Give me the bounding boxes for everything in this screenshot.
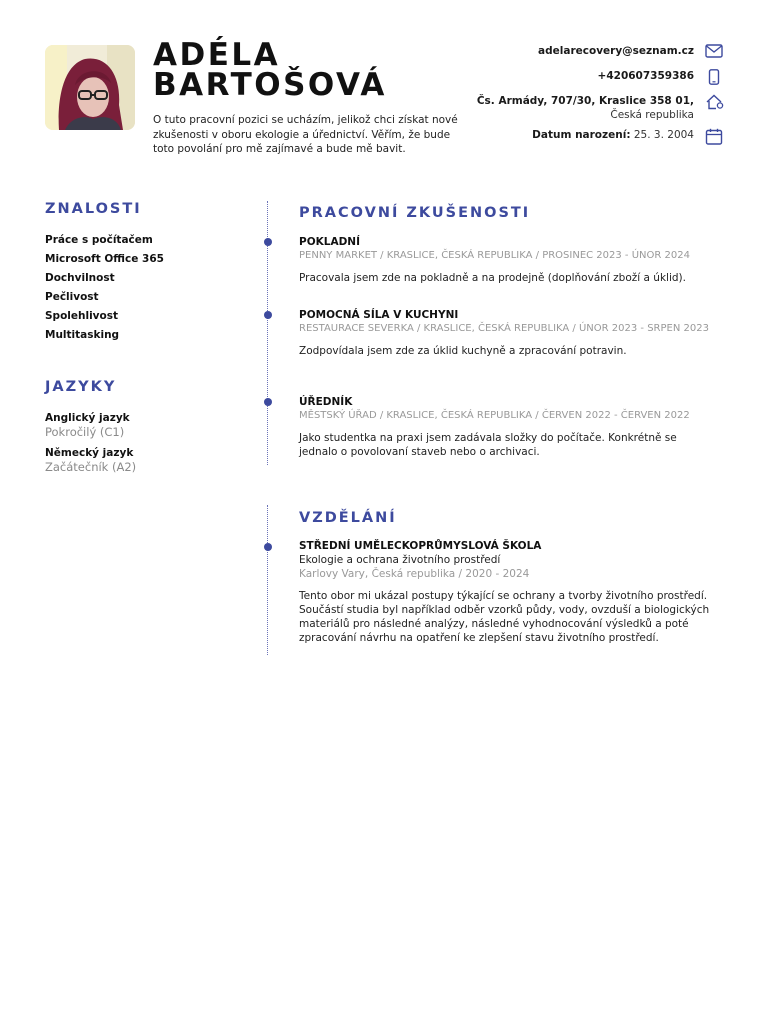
phone-icon <box>704 69 726 94</box>
contact-block <box>477 44 694 153</box>
skill-item: Dochvilnost <box>45 272 115 284</box>
school-name: STŘEDNÍ UMĚLECKOPRŮMYSLOVÁ ŠKOLA <box>299 540 542 552</box>
timeline-dot <box>264 398 272 406</box>
school-description: Tento obor mi ukázal postupy týkající se ochrany a tvorby životního prostředí. Součástí studia byl například odběr vzorků půdy, vody, ovzduší a biologických materiálů pro následné analýzy, následné vyhodnocování výsledků a poté zpracování návrhu na opatření ke zlepšení stavu životního prostředí. <box>299 590 710 644</box>
candidate-name <box>153 37 387 103</box>
job-description: Jako studentka na praxi jsem zadávala složky do počítače. Konkrétně se jednalo o povolovaní staveb nebo o archivaci. <box>299 432 677 458</box>
school-meta: Karlovy Vary, Česká republika / 2020 - 2024 <box>299 568 530 580</box>
intro-text: O tuto pracovní pozici se ucházím, jelikož chci získat nové zkušenosti v oboru ekologie a úřednictví. Věřím, že bude toto povolání pro mě zajímavé a bude mě bavit. <box>153 114 458 155</box>
skill-item: Multitasking <box>45 329 120 341</box>
phone-text[interactable]: +420607359386 <box>597 70 694 82</box>
job-title: POMOCNÁ SÍLA V KUCHYNI <box>299 309 459 321</box>
language-name: Německý jazyk <box>45 447 134 459</box>
language-level: Pokročilý (C1) <box>45 425 125 439</box>
skill-item: Microsoft Office 365 <box>45 253 164 265</box>
experience-entry <box>299 395 717 459</box>
language-name: Anglický jazyk <box>45 412 130 424</box>
timeline-dot <box>264 238 272 246</box>
languages-list <box>45 411 136 481</box>
timeline-dot <box>264 311 272 319</box>
skills-list <box>45 233 164 347</box>
school-field: Ekologie a ochrana životního prostředí <box>299 554 501 566</box>
education-timeline <box>267 505 268 655</box>
education-heading: VZDĚLÁNÍ <box>299 510 397 526</box>
job-title: ÚŘEDNÍK <box>299 396 353 408</box>
name-last: BARTOŠOVÁ <box>153 67 387 103</box>
calendar-icon <box>704 128 726 153</box>
timeline-dot <box>264 543 272 551</box>
skill-item: Práce s počítačem <box>45 234 153 246</box>
languages-heading: JAZYKY <box>45 379 117 395</box>
job-meta: MĚSTSKÝ ÚŘAD / KRASLICE, ČESKÁ REPUBLIKA / ČERVEN 2022 - ČERVEN 2022 <box>299 410 690 421</box>
home-icon <box>704 94 726 128</box>
experience-entry <box>299 235 717 285</box>
address-line2: Česká republika <box>610 109 694 121</box>
job-description: Pracovala jsem zde na pokladně a na prodejně (doplňování zboží a úklid). <box>299 272 686 284</box>
language-level: Začátečník (A2) <box>45 460 137 474</box>
experience-heading: PRACOVNÍ ZKUŠENOSTI <box>299 205 531 221</box>
mail-icon <box>704 44 726 69</box>
skill-item: Pečlivost <box>45 291 99 303</box>
job-title: POKLADNÍ <box>299 236 360 248</box>
experience-entry <box>299 308 717 358</box>
job-description: Zodpovídala jsem zde za úklid kuchyně a zpracování potravin. <box>299 345 627 357</box>
address-line1: Čs. Armády, 707/30, Kraslice 358 01, <box>476 95 694 107</box>
skill-item: Spolehlivost <box>45 310 119 322</box>
job-meta: PENNY MARKET / KRASLICE, ČESKÁ REPUBLIKA / PROSINEC 2023 - ÚNOR 2024 <box>299 250 690 261</box>
skills-heading: ZNALOSTI <box>45 201 142 217</box>
education-entry <box>299 539 717 645</box>
contact-icons <box>704 44 726 153</box>
birth-value: 25. 3. 2004 <box>633 129 694 141</box>
birth-label: Datum narození: <box>532 129 631 141</box>
email-text[interactable]: adelarecovery@seznam.cz <box>538 45 694 57</box>
profile-photo <box>45 45 135 130</box>
job-meta: RESTAURACE SEVERKA / KRASLICE, ČESKÁ REPUBLIKA / ÚNOR 2023 - SRPEN 2023 <box>299 323 709 334</box>
name-first: ADÉLA <box>153 37 281 73</box>
